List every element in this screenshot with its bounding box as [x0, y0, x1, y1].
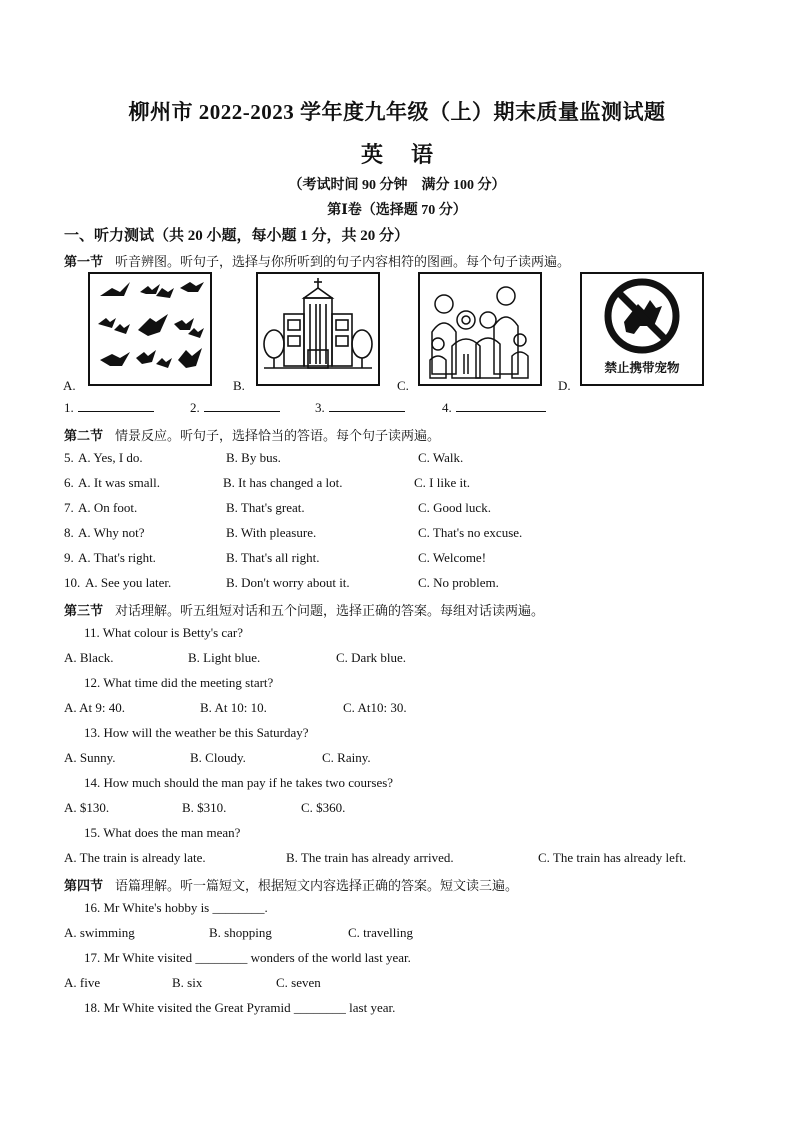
option-b[interactable]: B. That's great.	[226, 500, 305, 515]
blank-1-label: 1.	[64, 400, 74, 415]
option-a[interactable]: A. The train is already late.	[64, 850, 206, 865]
volume-title: 第Ⅰ卷（选择题 70 分）	[327, 203, 467, 218]
part1-title: 一、听力测试（共 20 小题，每小题 1 分，共 20 分）	[64, 228, 410, 244]
option-a[interactable]: A. $130.	[64, 800, 110, 815]
option-a[interactable]: A. five	[64, 975, 101, 990]
section1-label: 第一节	[64, 254, 104, 269]
blank-1[interactable]	[64, 399, 154, 416]
question-number: 5.	[64, 450, 74, 465]
section4-label: 第四节	[64, 878, 104, 893]
option-b[interactable]: B. With pleasure.	[226, 525, 317, 540]
option-b[interactable]: B. At 10: 10.	[200, 700, 267, 715]
option-a[interactable]: A. On foot.	[78, 500, 138, 515]
option-b[interactable]: B. Light blue.	[188, 650, 261, 665]
exam-title: 柳州市 2022-2023 学年度九年级（上）期末质量监测试题	[128, 100, 666, 124]
question-text: 14. How much should the man pay if he takes two courses?	[84, 775, 394, 790]
option-b[interactable]: B. six	[172, 975, 203, 990]
question-text: 15. What does the man mean?	[84, 825, 241, 840]
section3-label: 第三节	[64, 603, 104, 618]
question-text: 11. What colour is Betty's car?	[84, 625, 244, 640]
option-c[interactable]: C. No problem.	[418, 575, 499, 590]
blank-3[interactable]	[315, 399, 405, 416]
subject-title: 英语	[360, 142, 461, 167]
section1-instruction: 听音辨图。听句子，选择与你所听到的句子内容相符的图画。每个句子读两遍。	[115, 254, 571, 269]
option-c[interactable]: C. seven	[276, 975, 321, 990]
option-c[interactable]: C. $360.	[301, 800, 346, 815]
question-number: 10.	[64, 575, 81, 590]
family-icon	[420, 274, 540, 384]
no-pets-sign-text: 禁止携带宠物	[604, 360, 680, 375]
section3-heading	[64, 600, 544, 619]
blank-2-label: 2.	[190, 400, 200, 415]
picture-label-a: A.	[63, 378, 76, 393]
picture-label-b: B.	[233, 378, 245, 393]
section2-instruction: 情景反应。听句子，选择恰当的答语。每个句子读两遍。	[115, 428, 441, 443]
option-b[interactable]: B. Cloudy.	[190, 750, 246, 765]
option-c[interactable]: C. The train has already left.	[538, 850, 687, 865]
option-a[interactable]: A. At 9: 40.	[64, 700, 126, 715]
option-a[interactable]: A. It was small.	[78, 475, 160, 490]
option-c[interactable]: C. Dark blue.	[336, 650, 407, 665]
option-c[interactable]: C. That's no excuse.	[418, 525, 523, 540]
question-text: 18. Mr White visited the Great Pyramid ________ last year.	[84, 1000, 396, 1015]
blank-3-label: 3.	[315, 400, 325, 415]
option-a[interactable]: A. swimming	[64, 925, 135, 940]
picture-label-d: D.	[558, 378, 571, 393]
question-text: 17. Mr White visited ________ wonders of the world last year.	[84, 950, 411, 965]
option-c[interactable]: C. I like it.	[414, 475, 470, 490]
picture-label-c: C.	[397, 378, 409, 393]
option-b[interactable]: B. Don't worry about it.	[226, 575, 350, 590]
question-number: 8.	[64, 525, 74, 540]
section1-heading	[64, 251, 570, 270]
picture-b-church	[256, 272, 380, 386]
church-icon	[258, 274, 378, 384]
section4-heading	[64, 875, 518, 894]
option-a[interactable]: A. Why not?	[78, 525, 145, 540]
option-b[interactable]: B. The train has already arrived.	[286, 850, 454, 865]
question-text: 12. What time did the meeting start?	[84, 675, 274, 690]
question-text: 16. Mr White's hobby is ________.	[84, 900, 268, 915]
blank-2[interactable]	[190, 399, 280, 416]
blank-4[interactable]	[442, 399, 546, 416]
option-c[interactable]: C. Walk.	[418, 450, 464, 465]
question-text: 13. How will the weather be this Saturday?	[84, 725, 309, 740]
option-b[interactable]: B. It has changed a lot.	[223, 475, 343, 490]
section2-label: 第二节	[64, 428, 104, 443]
section3-instruction: 对话理解。听五组短对话和五个问题，选择正确的答案。每组对话读两遍。	[115, 603, 545, 618]
section2-heading	[64, 425, 440, 444]
option-b[interactable]: B. That's all right.	[226, 550, 320, 565]
picture-c-family	[418, 272, 542, 386]
option-b[interactable]: B. shopping	[209, 925, 272, 940]
option-a[interactable]: A. See you later.	[85, 575, 172, 590]
option-c[interactable]: C. Welcome!	[418, 550, 487, 565]
option-a[interactable]: A. That's right.	[78, 550, 156, 565]
section4-instruction: 语篇理解。听一篇短文，根据短文内容选择正确的答案。短文读三遍。	[115, 878, 519, 893]
picture-d-no-pets	[580, 272, 704, 386]
exam-info: （考试时间 90 分钟 满分 100 分）	[288, 178, 506, 193]
question-number: 6.	[64, 475, 74, 490]
option-a[interactable]: A. Sunny.	[64, 750, 116, 765]
picture-a-birds	[88, 272, 212, 386]
option-c[interactable]: C. Good luck.	[418, 500, 491, 515]
option-b[interactable]: B. By bus.	[226, 450, 281, 465]
question-number: 9.	[64, 550, 74, 565]
birds-icon	[90, 274, 210, 384]
question-number: 7.	[64, 500, 74, 515]
option-a[interactable]: A. Black.	[64, 650, 114, 665]
option-c[interactable]: C. At10: 30.	[343, 700, 407, 715]
option-a[interactable]: A. Yes, I do.	[78, 450, 143, 465]
blank-4-label: 4.	[442, 400, 452, 415]
option-c[interactable]: C. Rainy.	[322, 750, 371, 765]
option-c[interactable]: C. travelling	[348, 925, 413, 940]
option-b[interactable]: B. $310.	[182, 800, 227, 815]
